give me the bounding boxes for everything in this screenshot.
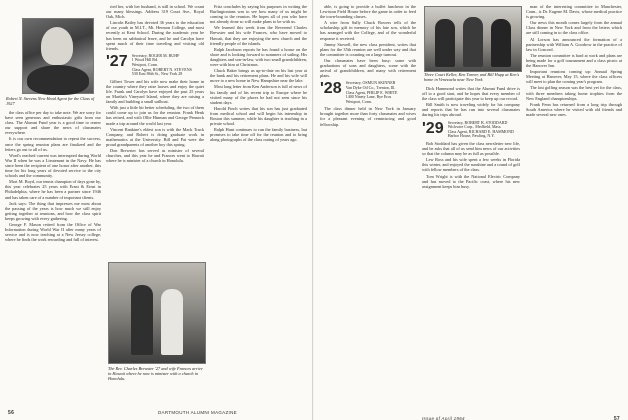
class-officers: Secretary, ROBERT B. STODDARD Wickwire Corp., Medfield, Mass. Class Agent, RICHARD E. HAMMOND Harbor House, Pawling, N.Y. bbox=[447, 120, 514, 139]
text-paragraph: Jimmy Stowell, the new class president, writes that plans for the 35th reunion are well under way and that the committee is counting on a large turnout. bbox=[320, 41, 416, 57]
right-column-1 bbox=[320, 4, 416, 408]
portrait-shoulders bbox=[27, 65, 89, 95]
text-paragraph: Vincent Rankine's eldest son is with the Mack Truck Company, and Robert is doing graduate work in mathematics at the University. Bill and Pat were the proud grandparents of another boy this spring. bbox=[106, 126, 204, 147]
figure-2 bbox=[463, 17, 483, 67]
text-paragraph: Lincoln Bailey has devoted 36 years to the education of our youth in M.I.T., Mt. Hermon College, and most recently at Kent School. During the academic year he has been on sabbatical leave, and he and Carolyn have spent much of their time traveling and visiting old friends. bbox=[106, 20, 204, 51]
text-paragraph: Bill Smith is now traveling widely for his company and reports that he has run into several classmates during his trips abroad. bbox=[422, 102, 520, 118]
class-section-heading-27 bbox=[106, 54, 204, 77]
text-paragraph: the class office per day to take note. We are sorry for have seen generous and enthusiastic gifts from our class. The Alumni Fund year is a good time to renew our support and share the news of classmates everywhere. bbox=[5, 110, 101, 136]
text-paragraph: With just a little bit better scheduling, the two of them could come up to join us for the reunion. Frank Henk has retired, and with Ollie Hinman and George Pennock made a trip around the world last year. bbox=[106, 105, 204, 126]
text-paragraph: Our classmates have been busy: some with graduations of sons and daughters, some with the arrival of grandchildren, and many with retirement plans. bbox=[320, 57, 416, 79]
photo-caption-stevens: Robert N. Stevens New Head Agent for the Class of 1927 bbox=[6, 96, 95, 106]
text-paragraph: man of the interesting committee in Manchester, Conn., is Dr. Eugene M. Davis, whose medical practice is growing. bbox=[526, 4, 622, 20]
photo-caption-brewster: The Rev. Charles Brewster '27 and wife Frances arrive in Hawaii where he now is minister with a church in Honolulu. bbox=[108, 366, 203, 381]
text-paragraph: Tom Wright is with the National Electric Company and has moved to the Pacific coast, where his new assignment keeps him busy. bbox=[422, 173, 520, 189]
text-paragraph: able, is going to provide a buffet luncheon in the Lewiston Field House before the game in order to feed the town-bounding classes. bbox=[320, 4, 416, 20]
page-number: 57 bbox=[613, 416, 620, 420]
left-column-1 bbox=[5, 110, 101, 400]
portrait-silhouette bbox=[41, 27, 73, 65]
photo-three-classmates bbox=[424, 6, 522, 72]
photo-brewster-couple bbox=[108, 262, 206, 364]
text-paragraph: Don Brewster has served as minister of several churches, and this year he and Frances went to Hawaii where he is minister of a church in Honolulu. bbox=[106, 148, 204, 164]
text-paragraph: Lew Ross and his wife spent a few weeks in Florida this winter, and enjoyed the sunshine and a round of golf with fellow members of the class. bbox=[422, 157, 520, 173]
text-paragraph: Ralph Jacobson reports he has found a house on the shore and is looking forward to summers of sailing. His daughters and son-in-law, with two small grandchildren, were with him at Christmas. bbox=[210, 46, 307, 68]
page-number: 56 bbox=[8, 410, 15, 416]
right-page bbox=[314, 0, 628, 420]
text-paragraph: Fritz concludes by saying his purposes in writing the Burlingtonians was to see how many of us might be coming to the reunion. He hopes all of you who have not already done so will make plans to be with us. bbox=[210, 4, 307, 25]
text-paragraph: Al Lorson has announced the formation of a partnership with William A. Goodrow in the practice of law in Concord. bbox=[526, 36, 622, 52]
text-paragraph: Gilbert Tower and his wife now make their home in the country where they raise horses and enjoy the quiet life. Frank and Carolyn have enjoyed the past 25 years on Martha's Vineyard Island, where they are raising a family and building a small sailboat. bbox=[106, 78, 204, 105]
figure-man bbox=[131, 285, 153, 355]
text-paragraph: Word's reached current was interrupted during World War II when he was a Lieutenant in the Navy. He has since been the recipient of one honor after another, this time for his long years of devoted service to the city schools and the community. bbox=[5, 152, 101, 179]
right-column-3 bbox=[526, 4, 622, 408]
text-paragraph: The reunion committee is hard at work and plans are being made for a golf tournament and a class picnic at the Hanover Inn. bbox=[526, 52, 622, 69]
text-paragraph: Bob Stoddard has given the class newsletter new life, and he asks that all of us send him news of our activities so that the column may be as full as possible. bbox=[422, 140, 520, 157]
class-officers: Secretary, ROGER M. RUHF 1 Wood Hill Rd. Westport, Conn. Class Agent, ROBERT N. STEVENS 530 East 86th St., New York 28 bbox=[131, 53, 192, 77]
text-paragraph: It is our own recommendation to repeat the success, once the spring reunion plans are finalized and the letters go out to all of us. bbox=[5, 136, 101, 152]
text-paragraph: ried her, with her husband, is still in school. We count our many blessings. Address 319 Court Ave., Royal Oak, Mich. bbox=[106, 4, 204, 20]
text-paragraph: Our news this month comes largely from the annual Class dinner in New York and from the letters which are still coming in to the class office. bbox=[526, 20, 622, 36]
text-paragraph: Chuck Baker brings us up-to-date on his last year at the bank and his retirement plans. He and his wife will move to a new home in New Hampshire near the lake. bbox=[210, 68, 307, 84]
class-officers: Secretary, OSMUN SKINNER Van Dyke Oil Co., Trenton, Ill. Class Agent, PHILIP E. WHITE 1400 Ninety Lane, Rye Eros Westport, Conn. bbox=[345, 81, 398, 104]
footer-title: DARTMOUTH ALUMNI MAGAZINE bbox=[158, 410, 237, 415]
text-paragraph: Most long letter from Ken Anderson is full of news of his family and of his recent trip to Europe where he visited many of the places he had not seen since his student days. bbox=[210, 84, 307, 105]
text-paragraph: Ralph Hunt continues to run the family business, but promises to take time off for the reunion and to bring along photographs of the class outing of years ago. bbox=[210, 127, 307, 143]
portrait-photo-stevens bbox=[22, 18, 94, 94]
text-paragraph: Harold Finch writes that his son has just graduated from medical school and will begin his internship in Boston this summer, while his daughter is teaching in a private school. bbox=[210, 105, 307, 127]
class-year-number: '29 bbox=[422, 120, 444, 137]
text-paragraph: The last golfing season was the best yet for the class, with three members taking home trophies from the New England championships. bbox=[526, 85, 622, 101]
left-column-3 bbox=[210, 4, 307, 408]
class-section-heading-28 bbox=[320, 81, 416, 104]
class-year-number: '27 bbox=[106, 53, 128, 70]
class-section-heading-29 bbox=[422, 121, 520, 139]
text-paragraph: Mort M. Boyd, our tennis champion of days gone by, this year celebrates 25 years with Ernst & Ernst in Philadelphia, where he has been a partner since 1946 and has taken care of a number of important clients. bbox=[5, 179, 101, 200]
text-paragraph: We learned this week from the Reverend Charles Brewster and his wife Frances, who have moved to Hawaii, that they are enjoying the new church and the friendly people of the islands. bbox=[210, 25, 307, 46]
left-page bbox=[0, 0, 313, 420]
text-paragraph: George F. Mason retired from the Office of War Information during World War II after many years of service and is now teaching at a New Jersey college, where he finds the work rewarding and full of interest. bbox=[5, 221, 101, 243]
figure-woman bbox=[161, 289, 183, 355]
text-paragraph: Frank Fenn has returned from a long trip through South America where he visited with old friends and made several new ones. bbox=[526, 101, 622, 117]
figure-1 bbox=[435, 19, 455, 67]
footer-title: Issue of April 1964 bbox=[422, 416, 465, 420]
text-paragraph: Dick Hammond writes that the Alumni Fund drive is off to a good start, and he hopes that every member of the class will participate this year to keep up our record. bbox=[422, 86, 520, 102]
left-page-footer bbox=[8, 410, 304, 416]
text-paragraph: A wire from Sully Chuck Bowers tells of the scholarship gift in memory of his late son, which he has arranged with the College, and of the wonderful response it received. bbox=[320, 20, 416, 41]
text-paragraph: Important reunions coming up: Annual Spring Meeting at Hanover, May 15, where the class officers will meet to plan the coming year's program. bbox=[526, 69, 622, 85]
text-paragraph: Jack says: The thing that impresses me most about the passing of the years is how much we still enjoy getting together at reunions, and how the class spirit keeps growing with every gathering. bbox=[5, 200, 101, 221]
class-year-number: '28 bbox=[320, 81, 342, 98]
photo-caption-classmates: Three Court Keller, Ken Turner, and Bill Hupp at Ken's home in Venezuela near New York. bbox=[424, 72, 520, 82]
text-paragraph: The class dinner held in New York in January brought together more than forty classmates and wives for a pleasant evening of reminiscing and good fellowship. bbox=[320, 106, 416, 127]
figure-3 bbox=[491, 19, 511, 67]
